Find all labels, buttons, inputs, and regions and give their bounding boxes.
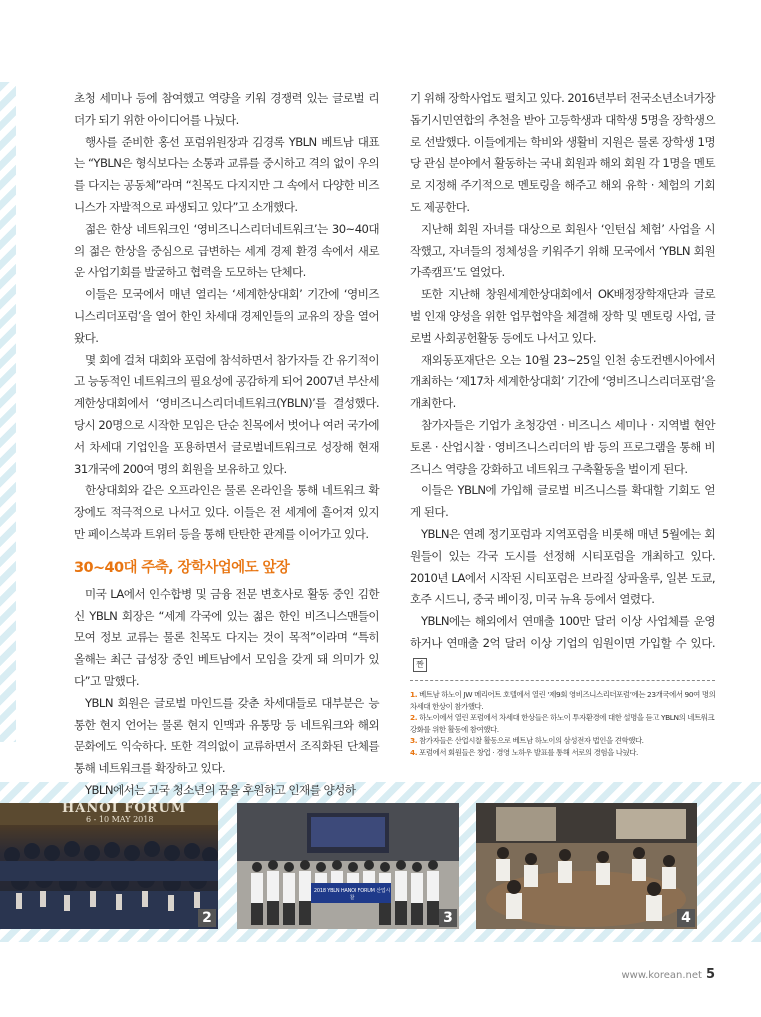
photo-captions [410,689,720,759]
paragraph: 이들은 YBLN에 가입해 글로벌 비즈니스를 확대할 기회도 얻게 된다. [410,483,715,520]
caption-item [410,747,720,759]
banner-caption: 2018 YBLN HANOI FORUM 산업시찰 [313,888,391,901]
paragraph-text: YBLN에는 해외에서 연매출 100만 달러 이상 사업체를 운영하거나 연매출 2억 달러 이상 기업의 임원이면 가입할 수 있다. [410,614,715,650]
photo-group-forum [0,803,218,929]
paragraph [410,611,715,676]
paragraph: 이들은 모국에서 매년 열리는 ‘세계한상대회’ 기간에 ‘영비즈니스리더포럼’을 열어 한인 차세대 경제인들의 교유의 장을 열어왔다. [74,287,379,345]
caption-number: 2. [410,713,418,723]
paragraph: YBLN은 연례 정기포럼과 지역포럼을 비롯해 매년 5월에는 회원들이 있는 각국 도시를 선정해 시티포럼을 개최하고 있다. 2010년 LA에서 시작된 시티포럼은 브라질 상파울루, 일본 도쿄, 호주 시드니, 중국 베이징, 미국 뉴욕 등에서 열렸다. [410,526,715,607]
paragraph: 한상대회와 같은 오프라인은 물론 온라인을 통해 네트워크 확장에도 적극적으로 나서고 있다. 이들은 전 세계에 흩어져 있지만 페이스북과 트위터 등을 통해 탄탄한 관계를 이어가고 있다. [74,483,379,541]
paragraph: 기 위해 장학사업도 펼치고 있다. 2016년부터 전국소년소녀가장돕기시민연합의 추천을 받아 고등학생과 대학생 5명을 장학생으로 선발했다. 이들에게는 학비와 생활비 지원은 물론 장학생 1명당 관심 분야에서 활동하는 국내 회원과 해외 회원 각 1명을 멘토로 지정해 주기적으로 멘토링을 해주고 해외 유학 · 체험의 기회도 제공한다. [410,91,715,214]
photo-industry-visit [237,803,459,929]
paragraph: 몇 회에 걸쳐 대회와 포럼에 참석하면서 참가자들 간 유기적이고 능동적인 네트워크의 필요성에 공감하게 되어 2007년 부산세계한상대회에서 ‘영비즈니스리더네트워크(YBLN)’를 결성했다. 당시 20명으로 시작한 모임은 단순 친목에서 벗어나 여러 국가에서 차세대 기업인을 포용하면서 글로벌네트워크로 성장해 현재 31개국에 200여 명의 회원을 보유하고 있다. [74,352,379,476]
caption-text: 하노이에서 열린 포럼에서 차세대 한상들은 하노이 투자환경에 대한 설명을 듣고 YBLN의 네트워크 강화를 위한 활동에 참여했다. [410,713,715,734]
footer-url[interactable]: www.korean.net [621,970,702,981]
paragraph: 참가자들은 기업가 초청강연 · 비즈니스 세미나 · 지역별 현안 토론 · 산업시찰 · 영비즈니스리더의 밤 등의 프로그램을 통해 비즈니스 역량을 강화하고 네트워크 구축활동을 벌이게 된다. [410,417,715,476]
photo-seminar [476,803,697,929]
banner-title: HANOI FORUM [62,803,187,816]
paragraph: 젊은 한상 네트워크인 ‘영비즈니스리더네트워크’는 30~40대의 젊은 한상을 중심으로 급변하는 세계 경제 환경 속에서 새로운 사업기회를 발굴하고 협력을 도모하는 단체다. [74,221,379,280]
caption-text: 포럼에서 회원들은 창업 · 경영 노하우 발표를 통해 서로의 경험을 나눴다. [419,747,638,757]
caption-number: 3. [410,736,418,746]
caption-item [410,712,720,735]
end-mark-icon: 짠 [413,658,427,672]
caption-divider [410,680,715,681]
page-number: 5 [705,967,715,982]
page-footer [622,967,716,982]
paragraph: 재외동포재단은 오는 10월 23~25일 인천 송도컨벤시아에서 개최하는 ‘제17차 세계한상대회’ 기간에 ‘영비즈니스리더포럼’을 개최한다. [410,352,715,411]
paragraph: 행사를 준비한 홍선 포럼위원장과 김경록 YBLN 베트남 대표는 “YBLN은 형식보다는 소통과 교류를 중시하고 격의 없이 우의를 다지는 공동체”라며 “친목도 다지지만 그 속에서 다양한 비즈니스가 자발적으로 파생되고 있다”고 소개했다. [74,134,379,214]
paragraph: YBLN에서는 고국 청소년의 꿈을 후원하고 인재를 양성하 [85,782,356,797]
visit-photo-illustration [237,803,459,929]
paragraph: 초청 세미나 등에 참여했고 역량을 키워 경쟁력 있는 글로벌 리더가 되기 위한 아이디어를 나눴다. [74,91,379,127]
caption-item [410,735,720,747]
paragraph: 미국 LA에서 인수합병 및 금융 전문 변호사로 활동 중인 김한신 YBLN 회장은 “세계 각국에 있는 젊은 한인 비즈니스맨들이 모여 정보 교류는 물론 친목도 다지는 것이 목적”이라며 “특히 올해는 최근 급성장 중인 베트남에서 모임을 갖게 돼 의미가 있다”고 말했다. [74,586,379,688]
banner-date: 6 - 10 MAY 2018 [86,815,154,824]
article-column-right [410,88,715,677]
photo-number-badge: 4 [677,909,695,927]
article-column-left [74,88,379,802]
caption-item [410,689,720,712]
decorative-stripe-left [0,82,16,742]
caption-number: 1. [410,690,418,699]
paragraph: YBLN 회원은 글로벌 마인드를 갖춘 차세대들로 대부분은 능통한 현지 언어는 물론 현지 인맥과 유통망 등 네트워크와 해외 문화에도 익숙하다. 또한 격의없이 교류하면서 조직화된 단체를 통해 네트워크를 확장하고 있다. [74,695,379,776]
caption-number: 4. [410,747,418,757]
caption-text: 참가자들은 산업시찰 활동으로 베트남 하노이의 삼성전자 법인을 견학했다. [419,736,644,746]
paragraph: 지난해 회원 자녀를 대상으로 회원사 ‘인턴십 체험’ 사업을 시작했고, 자녀들의 정체성을 키워주기 위해 모국에서 ‘YBLN 회원 가족캠프’도 열었다. [410,221,715,280]
seminar-photo-illustration [476,803,697,929]
section-subheading: 30~40대 주축, 장학사업에도 앞장 [74,559,290,576]
caption-text: 베트남 하노이 JW 메리어트 호텔에서 열린 ‘제9회 영비즈니스리더포럼’에는 23개국에서 90여 명의 차세대 한상이 참가했다. [410,690,716,711]
photo-number-badge: 2 [198,909,216,927]
paragraph: 또한 지난해 창원세계한상대회에서 OK배정장학재단과 글로벌 인재 양성을 위한 업무협약을 체결해 장학 및 멘토링 사업, 글로벌 사회공헌활동 등에도 나서고 있다. [410,287,715,345]
photo-number-badge: 3 [439,909,457,927]
